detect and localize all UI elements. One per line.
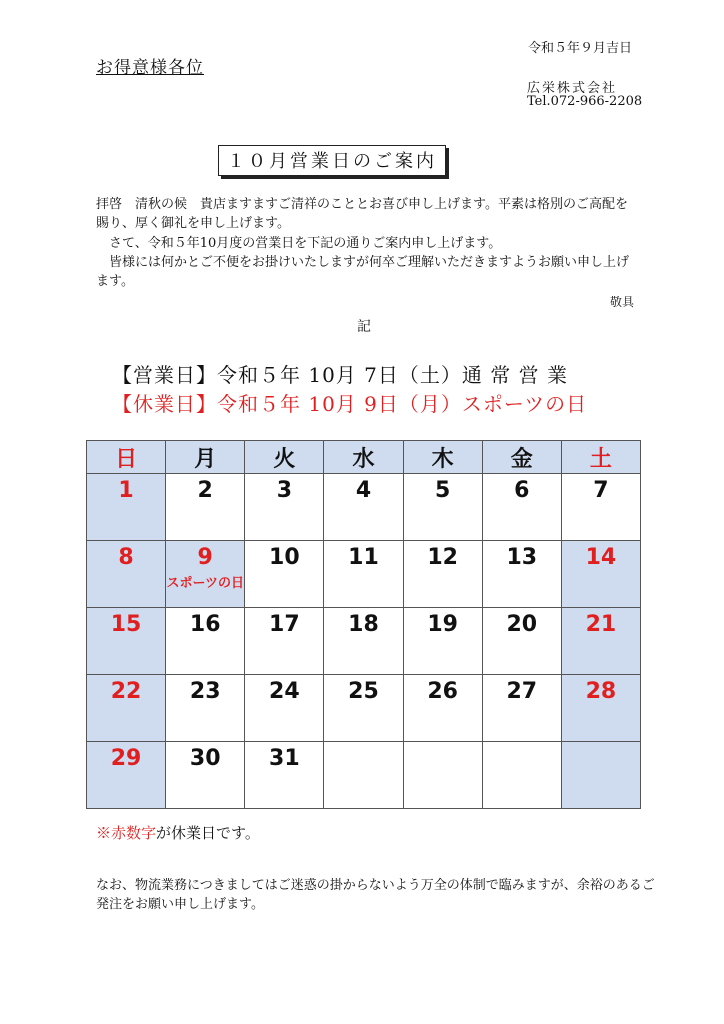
- day-number: 26: [427, 679, 458, 704]
- day-number: 27: [506, 679, 538, 704]
- day-number: [483, 742, 561, 746]
- day-number: 4: [355, 478, 372, 503]
- day-number: 15: [110, 612, 142, 637]
- day-number: 6: [514, 478, 530, 503]
- day-cell: [561, 541, 640, 608]
- closing-word: 敬具: [609, 295, 634, 309]
- footnote-text: が休業日です。: [156, 824, 260, 842]
- day-cell: [403, 474, 482, 541]
- day-cell: [87, 675, 166, 742]
- day-number: 31: [269, 746, 300, 771]
- weekday-header-row: [87, 441, 641, 474]
- day-number: [404, 742, 482, 746]
- day-number: 19: [427, 612, 458, 637]
- day-number: 13: [506, 545, 538, 570]
- day-cell: [245, 474, 324, 541]
- calendar-week: [87, 608, 641, 675]
- day-number: 28: [585, 679, 617, 704]
- recipient: お得意様各位: [96, 58, 204, 78]
- day-cell: [245, 608, 324, 675]
- day-cell-sports-day: [166, 541, 245, 608]
- day-cell: [403, 541, 482, 608]
- day-number: 12: [427, 545, 458, 570]
- day-cell: [245, 742, 324, 809]
- day-number: 10: [269, 545, 300, 570]
- day-cell: [87, 742, 166, 809]
- day-cell: [245, 675, 324, 742]
- day-cell: [324, 742, 403, 809]
- day-number: 7: [593, 478, 609, 503]
- day-number: 24: [269, 679, 300, 704]
- weekday-sat: 土: [561, 441, 640, 474]
- day-number: 22: [110, 679, 142, 704]
- day-cell: [482, 474, 561, 541]
- day-cell: [561, 675, 640, 742]
- footnote-red-text: ※赤数字: [96, 824, 157, 842]
- ki-marker: 記: [357, 319, 371, 335]
- day-cell: [482, 675, 561, 742]
- day-cell: [87, 541, 166, 608]
- holiday-label: スポーツの日: [166, 576, 244, 591]
- day-number: 9: [197, 545, 213, 570]
- holiday-notice: 【休業日】令和５年 10月 9日（月）スポーツの日: [112, 392, 588, 416]
- day-cell: [561, 608, 640, 675]
- day-cell: [324, 675, 403, 742]
- october-calendar: [86, 440, 641, 809]
- day-cell: [403, 742, 482, 809]
- day-cell: [166, 474, 245, 541]
- company-tel: Tel.072-966-2208: [527, 94, 643, 109]
- weekday-fri: 金: [482, 441, 561, 474]
- announcement-paragraph: さて、令和５年10月度の営業日を下記の通りご案内申し上げます。: [109, 236, 502, 251]
- day-cell: [166, 608, 245, 675]
- day-number: 3: [276, 478, 292, 503]
- weekday-sun: 日: [87, 441, 166, 474]
- apology-paragraph: 皆様には何かとご不便をお掛けいたしますが何卒ご理解いただきますようお願い申し上げます。: [96, 255, 630, 289]
- calendar-week: [87, 541, 641, 608]
- day-cell: [324, 608, 403, 675]
- day-number: 5: [434, 478, 451, 503]
- calendar-week: [87, 675, 641, 742]
- weekday-wed: 水: [324, 441, 403, 474]
- day-number: 25: [348, 679, 379, 704]
- day-cell: [561, 742, 640, 809]
- issue-date: 令和５年９月吉日: [527, 41, 632, 56]
- calendar-week: [87, 474, 641, 541]
- day-number: 14: [585, 545, 617, 570]
- day-cell: [482, 742, 561, 809]
- day-number: 20: [506, 612, 538, 637]
- holiday-footnote: [96, 822, 260, 843]
- document-title: １０月営業日のご案内: [218, 145, 446, 176]
- business-day-notice: 【営業日】令和５年 10月 7日（土）通 常 営 業: [112, 363, 568, 387]
- company-name: 広栄株式会社: [527, 81, 618, 96]
- day-number: 23: [189, 679, 221, 704]
- day-number: 2: [197, 478, 213, 503]
- day-number: 29: [110, 746, 142, 771]
- calendar-week: [87, 742, 641, 809]
- day-cell: [403, 675, 482, 742]
- day-number: 16: [189, 612, 221, 637]
- day-cell: [245, 541, 324, 608]
- day-cell: [482, 541, 561, 608]
- day-cell: [87, 474, 166, 541]
- weekday-tue: 火: [245, 441, 324, 474]
- day-cell: [482, 608, 561, 675]
- day-cell: [561, 474, 640, 541]
- day-cell: [403, 608, 482, 675]
- day-cell: [87, 608, 166, 675]
- day-number: [562, 742, 640, 746]
- day-cell: [324, 474, 403, 541]
- weekday-thu: 木: [403, 441, 482, 474]
- day-number: 30: [189, 746, 221, 771]
- weekday-mon: 月: [166, 441, 245, 474]
- day-number: 1: [118, 478, 134, 503]
- closing-paragraph: なお、物流業務につきましてはご迷惑の掛からないよう万全の体制で臨みますが、余裕のあるご発注をお願い申し上げます。: [96, 878, 655, 912]
- day-cell: [324, 541, 403, 608]
- day-number: 8: [118, 545, 134, 570]
- day-cell: [166, 675, 245, 742]
- day-number: 18: [348, 612, 379, 637]
- day-number: [324, 742, 402, 746]
- greeting-paragraph: 拝啓 清秋の候 貴店ますますご清祥のこととお喜び申し上げます。平素は格別のご高配を賜り、厚く御礼を申し上げます。: [96, 197, 628, 231]
- day-number: 21: [585, 612, 617, 637]
- day-number: 17: [269, 612, 300, 637]
- day-number: 11: [348, 545, 379, 570]
- day-cell: [166, 742, 245, 809]
